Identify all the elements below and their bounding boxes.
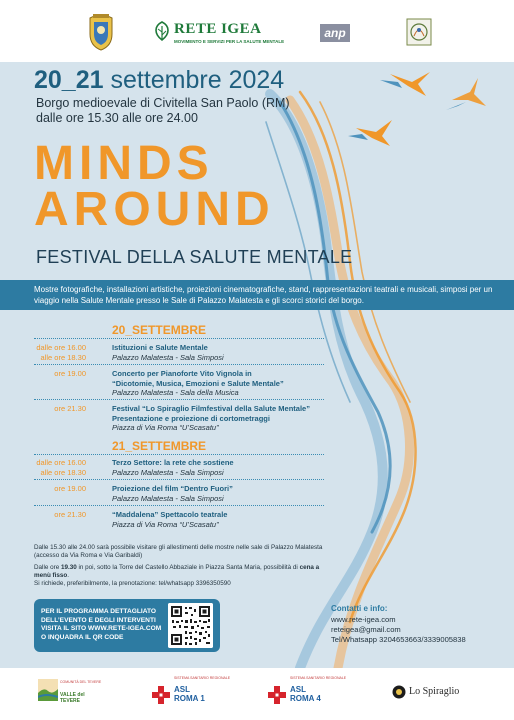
event-item: Concerto per Pianoforte Vito Vignola in “Dicotomie, Musica, Emozioni e Salute Mentale” Palazzo Malatesta - Sala della Musica (112, 369, 284, 397)
event-time: dalle ore 16.00 alle ore 18.30 (36, 458, 86, 477)
asl-cross-icon (152, 686, 170, 704)
event-time: dalle ore 16.00 alle ore 18.30 (36, 343, 86, 362)
event-item: “Maddalena” Spettacolo teatrale Piazza di Via Roma “U’Scasatu” (112, 510, 228, 529)
asl-cross-icon (268, 686, 286, 704)
dinner-note: Dalle ore 19.30 in poi, sotto la Torre del Castello Abbaziale in Piazza Santa Maria, possibilità di cena a menù fisso. Si richiede, preferibilmente, la prenotazione: tel/whatsapp 3396350590 (34, 564, 320, 587)
separator (34, 338, 324, 339)
festival-subtitle: FESTIVAL DELLA SALUTE MENTALE (36, 247, 353, 267)
program-info-box (34, 599, 220, 652)
valle-del-tevere-logo (38, 677, 102, 713)
valle-small-text: COMUNITÀ DEL TEVERE (60, 680, 102, 684)
event-item: Istituzioni e Salute Mentale Palazzo Malatesta - Sala Simposi (112, 343, 224, 362)
separator (34, 479, 324, 480)
logo-bar (0, 0, 514, 62)
event-hours: dalle ore 15.30 alle ore 24.00 (36, 111, 198, 125)
event-dates: 20_21 settembre 2024 (34, 66, 285, 94)
asl4-name: ASL ROMA 4 (290, 685, 321, 703)
valle-tevere-icon (38, 679, 58, 701)
igea-tagline: MOVIMENTO E SERVIZI PER LA SALUTE MENTALE (174, 39, 285, 44)
asl4-small-text: SISTEMA SANITARIO REGIONALE (290, 676, 347, 680)
event-time: ore 21.30 (54, 404, 86, 413)
asl-roma-1-logo (150, 674, 230, 714)
program-info-text: PER IL PROGRAMMA DETTAGLIATO DELL’EVENTO E DEGLI INTERVENTI VISITA IL SITO WWW.RETE-IGEA.COM O INQUADRA IL QR CODE (41, 608, 162, 641)
spiraglio-icon (392, 685, 406, 699)
event-item: Terzo Settore: la rete che sostiene Palazzo Malatesta - Sala Simposi (112, 458, 234, 477)
asl1-name: ASL ROMA 1 (174, 685, 205, 703)
day2-heading: 21_SETTEMBRE (112, 439, 207, 453)
qr-code[interactable] (168, 603, 213, 648)
igea-name: RETE IGEA (174, 21, 262, 37)
asl1-small-text: SISTEMA SANITARIO REGIONALE (174, 676, 231, 680)
separator (34, 505, 324, 506)
intro-band (0, 280, 514, 310)
contact-phone: Tel/Whatsapp 3204653663/3339005838 (331, 635, 466, 644)
contact-title: Contatti e info: (331, 604, 388, 613)
anp-logo: anp (320, 24, 350, 42)
intro-text: Mostre fotografiche, installazioni artistiche, proiezioni cinematografiche, stand, rappresentazioni teatrali e musicali, simposi per un viaggio nella Salute Mentale presso le Sale di Palazzo Malatesta e gli scorci storici del borgo. (34, 285, 493, 305)
igea-leaf-icon (152, 20, 172, 42)
poster-body (0, 62, 514, 668)
lo-spiraglio-logo (392, 684, 482, 704)
contact-website[interactable]: www.rete-igea.com (331, 615, 396, 624)
sponsor-bar (0, 668, 514, 720)
spiraglio-name: Lo Spiraglio (409, 686, 460, 697)
contact-email[interactable]: reteigea@gmail.com (331, 625, 401, 634)
swallows-illustration (348, 72, 486, 146)
municipal-crest-icon (84, 12, 118, 52)
day1-heading: 20_SETTEMBRE (112, 323, 207, 337)
event-location: Borgo medioevale di Civitella San Paolo (RM) (36, 96, 290, 110)
asl-roma-4-logo (266, 674, 350, 714)
association-seal-icon (406, 18, 432, 46)
event-time: ore 19.00 (54, 484, 86, 493)
separator (34, 364, 324, 365)
title-minds: MINDS (34, 137, 214, 190)
separator (34, 454, 324, 455)
event-time: ore 19.00 (54, 369, 86, 378)
valle-name: VALLE del TEVERE (60, 692, 85, 704)
event-time: ore 21.30 (54, 510, 86, 519)
separator (34, 399, 324, 400)
visiting-note: Dalle 15.30 alle 24.00 sarà possibile visitare gli allestimenti delle mostre nelle sale di Palazzo Malatesta (accesso da Via Roma e Via Garibaldi) (34, 544, 323, 559)
event-item: Festival “Lo Spiraglio Filmfestival della Salute Mentale” Presentazione e proiezione di cortometraggi Piazza di Via Roma “U’Scasatu” (112, 404, 310, 432)
title-around: AROUND (34, 183, 275, 236)
event-item: Proiezione del film “Dentro Fuori” Palazzo Malatesta - Sala Simposi (112, 484, 233, 503)
